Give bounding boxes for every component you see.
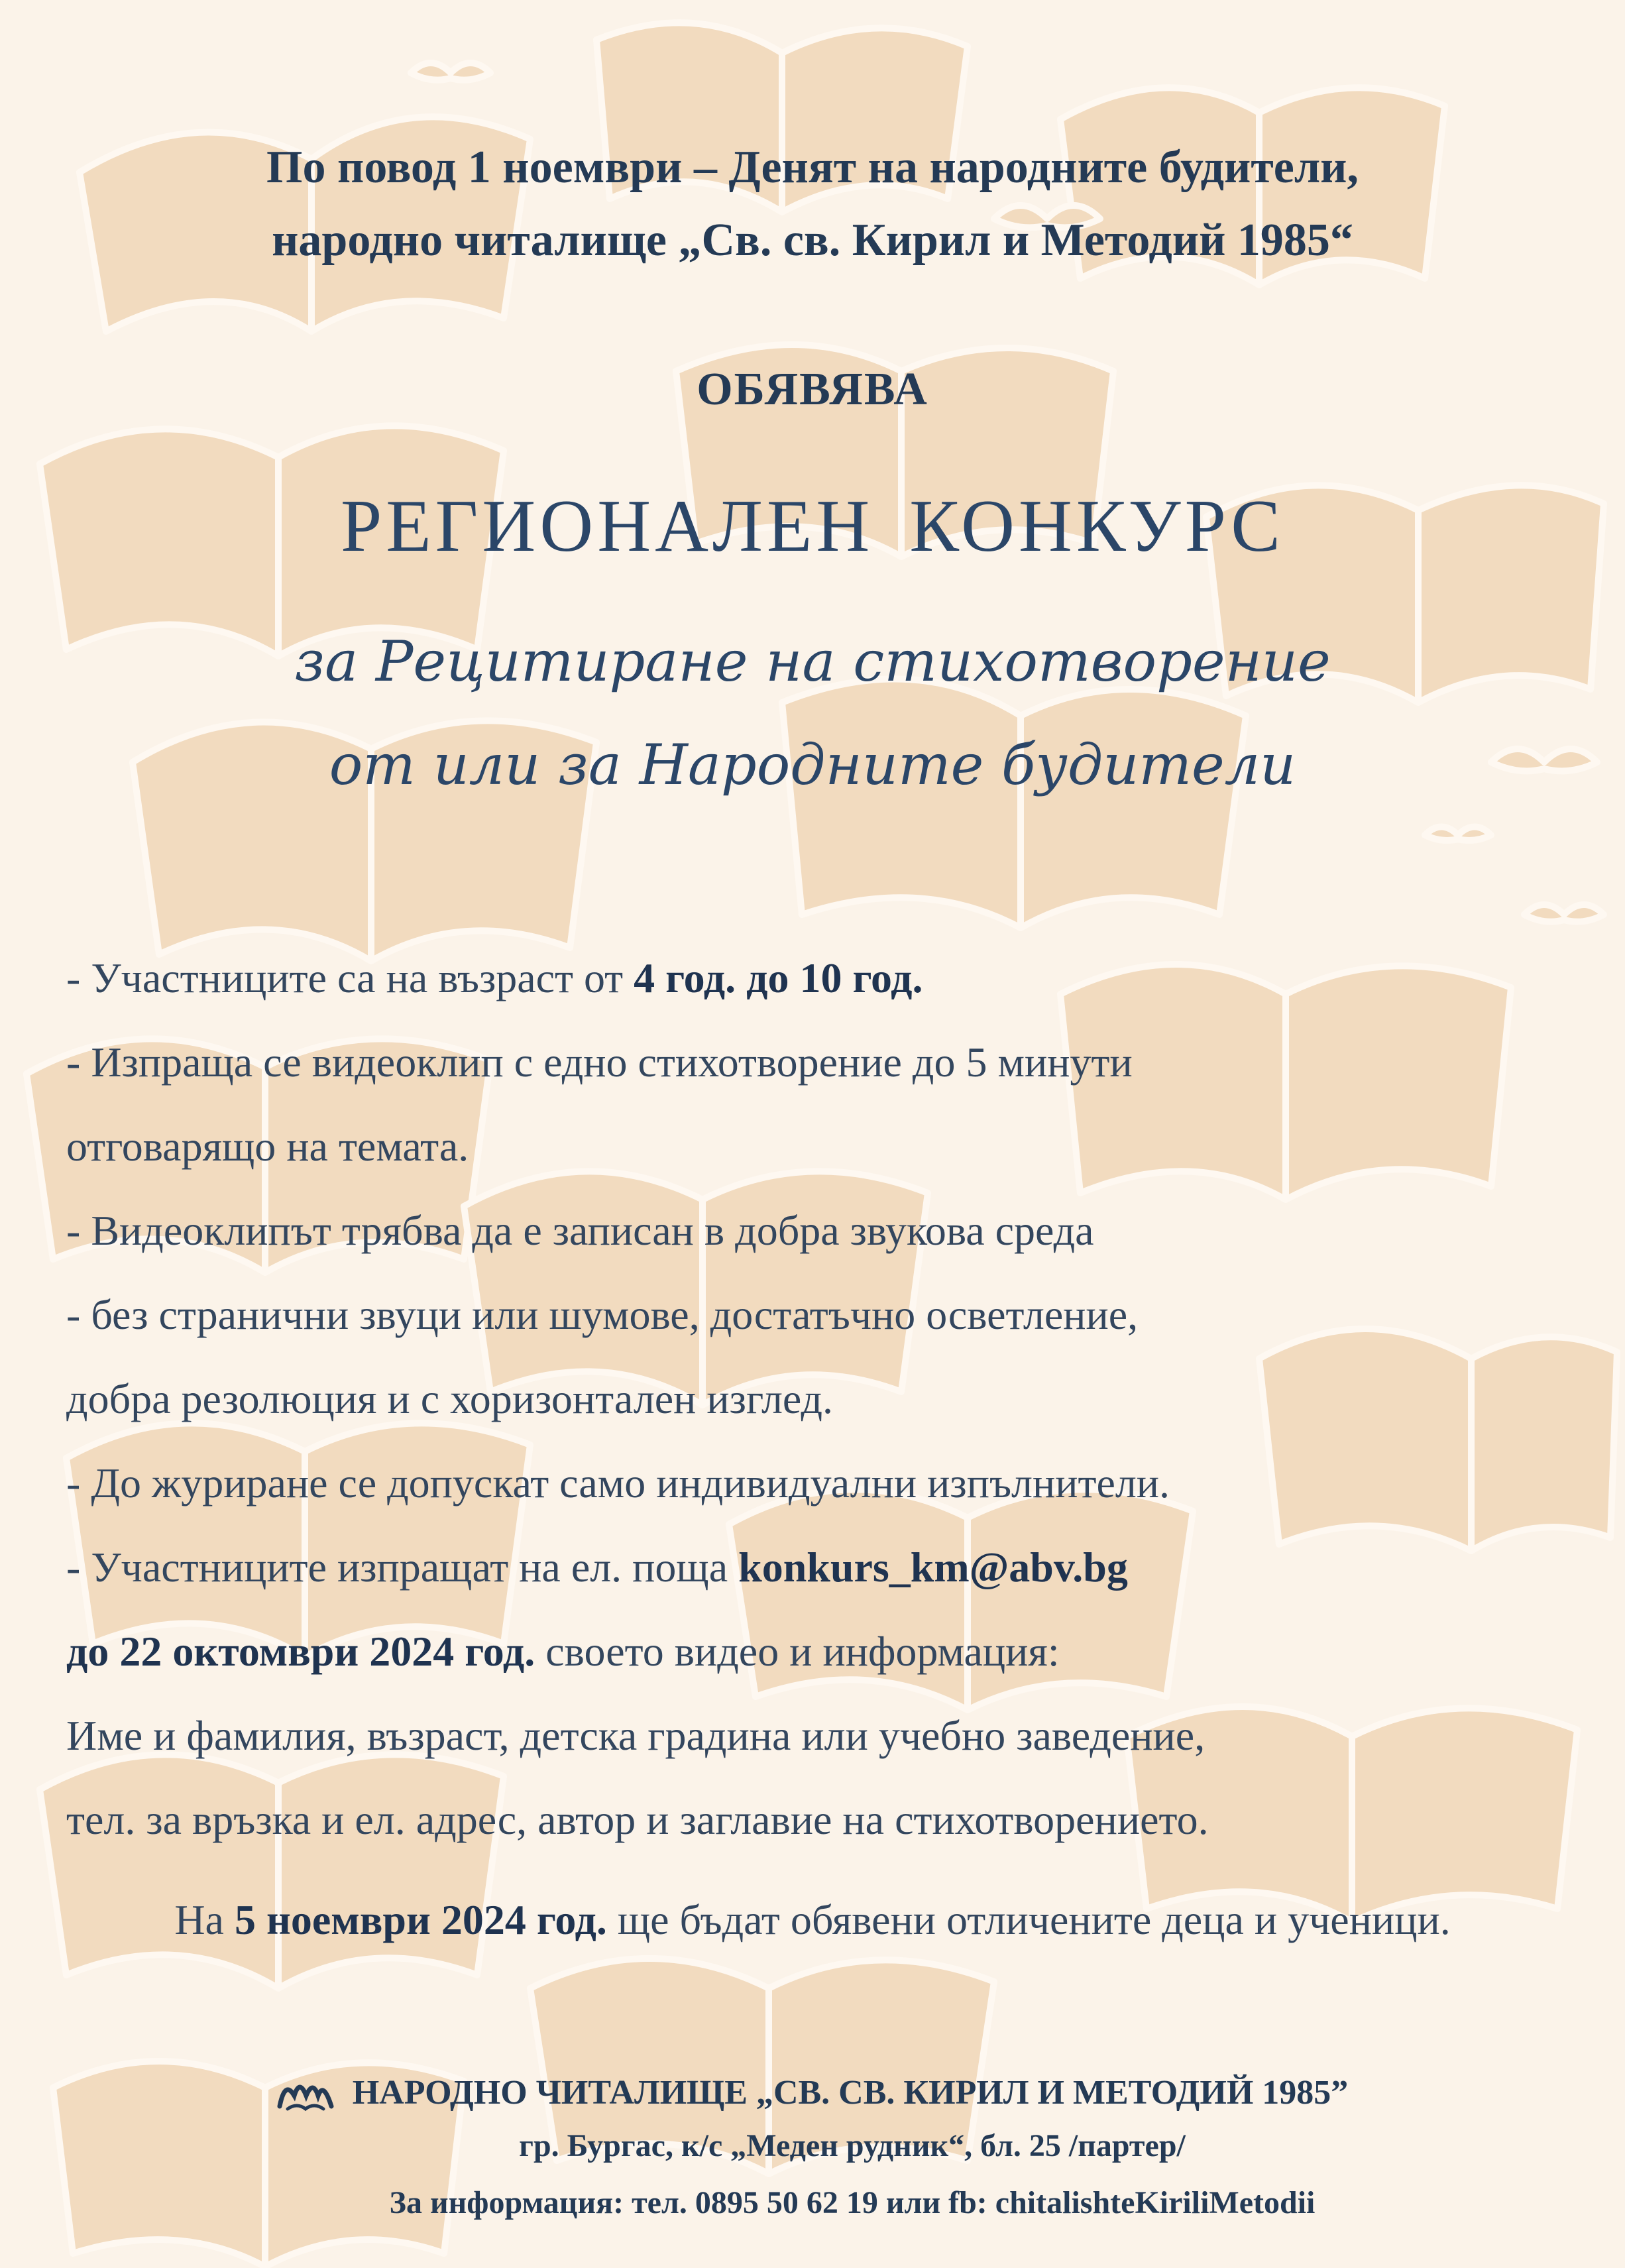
rule-info-fields-cont: тел. за връзка и ел. адрес, автор и заглавие на стихотворението. bbox=[66, 1796, 1209, 1843]
rule-individual: - До журиране се допускат само индивидуални изпълнители. bbox=[66, 1459, 1170, 1506]
rule-video-cont: отговарящо на темата. bbox=[66, 1123, 469, 1170]
km-monogram-icon bbox=[277, 2076, 334, 2122]
intro-line-2: народно читалище „Св. св. Кирил и Методий 1985“ bbox=[272, 215, 1353, 266]
subtitle-line-2: от или за Народните будители bbox=[329, 732, 1296, 797]
rule-age-range: 4 год. до 10 год. bbox=[634, 954, 923, 1001]
rule-sound-cont: - без странични звуци или шумове, достатъчно осветление, bbox=[66, 1291, 1139, 1338]
result-date: 5 ноември 2024 год. bbox=[234, 1896, 607, 1943]
rule-video: - Изпраща се видеоклип с едно стихотворение до 5 минути bbox=[66, 1039, 1133, 1086]
result-suffix: ще бъдат обявени отличените деца и ученици. bbox=[606, 1896, 1451, 1943]
intro-line-1: По повод 1 ноември – Денят на народните будители, bbox=[266, 142, 1359, 193]
intro-heading bbox=[0, 131, 1625, 277]
subtitle-line-1: за Рецитиране на стихотворение bbox=[294, 629, 1331, 694]
organization-name-text: НАРОДНО ЧИТАЛИЩЕ „СВ. СВ. КИРИЛ И МЕТОДИЙ 1985” bbox=[352, 2074, 1349, 2112]
organization-address: гр. Бургас, к/с „Меден рудник“, бл. 25 /партер/ bbox=[519, 2128, 1186, 2163]
rule-email-text: - Участниците изпращат на ел. поща bbox=[66, 1544, 739, 1591]
rule-deadline bbox=[66, 1609, 1577, 1693]
contest-email-link[interactable]: konkurs_km@abv.bg bbox=[738, 1544, 1128, 1591]
contest-subtitle bbox=[0, 610, 1625, 817]
announce-heading: ОБЯВЯВА bbox=[697, 364, 928, 415]
rule-email bbox=[66, 1525, 1577, 1609]
rule-resolution: добра резолюция и с хоризонтален изглед. bbox=[66, 1375, 833, 1422]
results-announcement bbox=[0, 1896, 1625, 1945]
contest-title: РЕГИОНАЛЕН КОНКУРС bbox=[340, 485, 1285, 567]
rule-sound: - Видеоклипът трябва да е записан в добра звукова среда bbox=[66, 1207, 1094, 1254]
rule-deadline-text: своето видео и информация: bbox=[535, 1628, 1060, 1675]
rule-age bbox=[66, 936, 1577, 1020]
contact-info: За информация: тел. 0895 50 62 19 или fb: chitalishteKiriliMetodii bbox=[389, 2185, 1316, 2220]
result-prefix: На bbox=[174, 1896, 235, 1943]
rules-list bbox=[66, 936, 1577, 1862]
rule-info-fields: Име и фамилия, възраст, детска градина или учебно заведение, bbox=[66, 1712, 1205, 1759]
deadline-date: до 22 октомври 2024 год. bbox=[66, 1628, 535, 1675]
rule-age-text: - Участниците са на възраст от bbox=[66, 954, 634, 1001]
organization-name bbox=[0, 2073, 1625, 2122]
